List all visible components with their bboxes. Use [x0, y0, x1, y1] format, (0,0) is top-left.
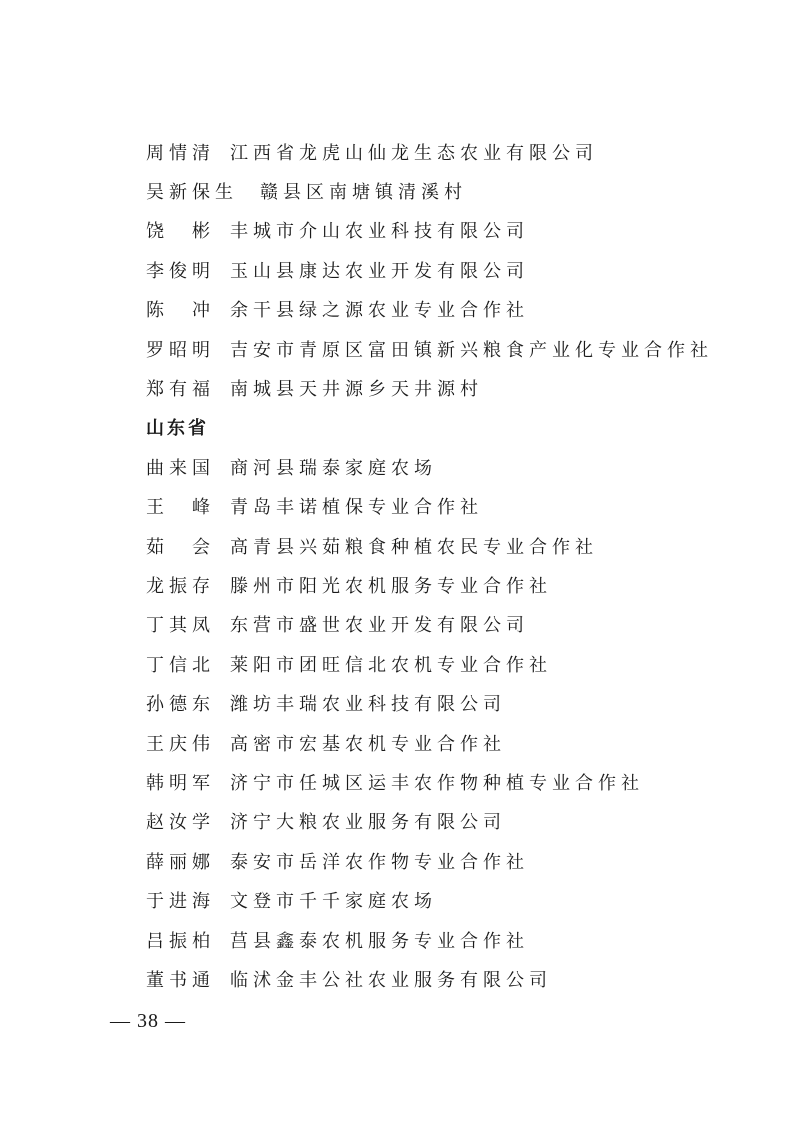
person-name: 曲来国: [146, 457, 215, 479]
organization-name: 泰安市岳洋农作物专业合作社: [230, 851, 529, 873]
list-item: [146, 959, 706, 998]
organization-name: 临沭金丰公社农业服务有限公司: [230, 969, 552, 991]
list-item: [146, 880, 706, 919]
organization-name: 青岛丰诺植保专业合作社: [230, 497, 483, 519]
list-item: [146, 683, 706, 722]
organization-name: 南城县天井源乡天井源村: [230, 379, 483, 401]
person-name: 薛丽娜: [146, 851, 215, 873]
organization-name: 赣县区南塘镇清溪村: [260, 182, 467, 204]
section-heading-province: 山东省: [146, 418, 209, 440]
person-name: 于进海: [146, 891, 215, 913]
person-name: 韩明军: [146, 772, 215, 794]
list-item: [146, 762, 706, 801]
person-name: 郑有福: [146, 379, 215, 401]
person-name: 丁其凤: [146, 615, 215, 637]
person-name: 龙振存: [146, 575, 215, 597]
person-name: 王庆伟: [146, 733, 215, 755]
organization-name: 吉安市青原区富田镇新兴粮食产业化专业合作社: [230, 339, 713, 361]
list-item: [146, 565, 706, 604]
organization-name: 莒县鑫泰农机服务专业合作社: [230, 930, 529, 952]
person-name: 茹 会: [146, 536, 215, 558]
person-name: 吕振柏: [146, 930, 215, 952]
page-number: — 38 —: [110, 1010, 186, 1032]
list-item: [146, 841, 706, 880]
person-name: 陈 冲: [146, 300, 215, 322]
person-name: 丁信北: [146, 654, 215, 676]
organization-name: 江西省龙虎山仙龙生态农业有限公司: [230, 142, 598, 164]
organization-name: 高密市宏基农机专业合作社: [230, 733, 506, 755]
list-item: [146, 802, 706, 841]
person-name: 王 峰: [146, 497, 215, 519]
organization-name: 莱阳市团旺信北农机专业合作社: [230, 654, 552, 676]
list-item: [146, 644, 706, 683]
person-name: 吴新保生: [146, 182, 238, 204]
list-item: [146, 605, 706, 644]
list-item: [146, 329, 713, 368]
person-name: 饶 彬: [146, 221, 215, 243]
organization-name: 余干县绿之源农业专业合作社: [230, 300, 529, 322]
organization-name: 玉山县康达农业开发有限公司: [230, 260, 529, 282]
organization-name: 文登市千千家庭农场: [230, 891, 437, 913]
organization-name: 丰城市介山农业科技有限公司: [230, 221, 529, 243]
list-item: [146, 368, 706, 407]
list-item: [146, 487, 706, 526]
organization-name: 济宁市任城区运丰农作物种植专业合作社: [230, 772, 644, 794]
organization-name: 潍坊丰瑞农业科技有限公司: [230, 694, 506, 716]
list-item: [146, 171, 706, 210]
list-item: [146, 526, 706, 565]
organization-name: 滕州市阳光农机服务专业合作社: [230, 575, 552, 597]
person-name: 罗昭明: [146, 339, 215, 361]
person-name: 李俊明: [146, 260, 215, 282]
list-item: [146, 250, 706, 289]
organization-name: 高青县兴茹粮食种植农民专业合作社: [230, 536, 598, 558]
organization-name: 东营市盛世农业开发有限公司: [230, 615, 529, 637]
list-item: [146, 920, 706, 959]
list-item: [146, 447, 706, 486]
list-item: [146, 290, 706, 329]
person-name: 董书通: [146, 969, 215, 991]
list-item: [146, 723, 706, 762]
person-name: 赵汝学: [146, 812, 215, 834]
organization-name: 商河县瑞泰家庭农场: [230, 457, 437, 479]
honoree-list: [146, 132, 713, 999]
list-item: [146, 132, 706, 171]
person-name: 周情清: [146, 142, 215, 164]
organization-name: 济宁大粮农业服务有限公司: [230, 812, 506, 834]
person-name: 孙德东: [146, 694, 215, 716]
list-item: [146, 211, 706, 250]
